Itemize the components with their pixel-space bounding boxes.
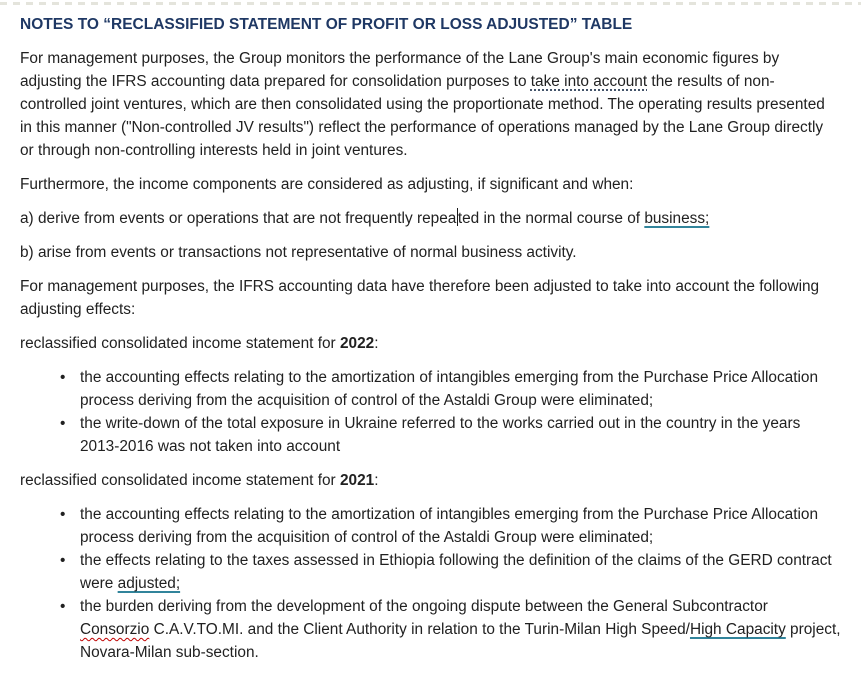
text-run[interactable]: : bbox=[374, 335, 379, 352]
paragraph-furthermore[interactable] bbox=[20, 173, 841, 196]
text-run[interactable]: Furthermore, the income components are considered as adjusting, if significant and when: bbox=[20, 176, 634, 193]
text-run[interactable]: ted in the normal course of bbox=[457, 210, 645, 227]
list-item[interactable] bbox=[20, 412, 841, 458]
underlined-run[interactable]: High Capacity bbox=[689, 621, 786, 638]
year-2021[interactable]: 2021 bbox=[339, 472, 375, 489]
bullet-marker: • bbox=[60, 598, 66, 615]
bullet-marker: • bbox=[60, 552, 66, 569]
bullet-marker: • bbox=[60, 415, 66, 432]
text-run[interactable]: a) derive from events or operations that are not frequently repea bbox=[20, 210, 457, 227]
paragraph-reclassified-2022[interactable] bbox=[20, 332, 841, 355]
underlined-run[interactable]: business; bbox=[644, 210, 710, 227]
paragraph-item-b[interactable] bbox=[20, 241, 841, 264]
misspelled-word-run[interactable]: Consorzio bbox=[80, 621, 150, 638]
proofing-dotted-underline-run[interactable]: take into account bbox=[530, 73, 648, 90]
year-2022[interactable]: 2022 bbox=[339, 335, 375, 352]
text-run[interactable]: the results of non-controlled joint ventures, which are then consolidated using the proportionate method. The operating results presented in this manner ("Non-controlled JV results") reflect the performance of operations managed by the Lane Group directly or through non-controlling interests held in joint ventures. bbox=[20, 73, 825, 159]
paragraph-item-a[interactable] bbox=[20, 207, 841, 230]
bullet-marker: • bbox=[60, 369, 66, 386]
bullet-list-2021[interactable] bbox=[20, 503, 841, 664]
text-run[interactable]: the burden deriving from the development of the ongoing dispute between the General Subcontractor bbox=[80, 598, 768, 615]
text-run[interactable]: the accounting effects relating to the amortization of intangibles emerging from the Purchase Price Allocation process deriving from the acquisition of control of the Astaldi Group were eliminated; bbox=[80, 506, 819, 546]
document-page[interactable] bbox=[0, 5, 861, 664]
paragraph-reclassified-2021[interactable] bbox=[20, 469, 841, 492]
text-run[interactable]: project, Novara-Milan sub-section. bbox=[80, 621, 841, 661]
list-item[interactable] bbox=[20, 549, 841, 595]
paragraph-adjusting-effects[interactable] bbox=[20, 275, 841, 321]
text-run[interactable]: : bbox=[374, 472, 379, 489]
text-run[interactable]: reclassified consolidated income statement for bbox=[20, 472, 340, 489]
text-run[interactable]: C.A.V.TO.MI. and the Client Authority in relation to the Turin-Milan High Speed/ bbox=[149, 621, 690, 638]
text-run[interactable]: For management purposes, the Group monitors the performance of the Lane Group's main economic figures by adjusting the IFRS accounting data prepared for consolidation purposes to bbox=[20, 50, 780, 90]
underlined-run[interactable]: adjusted; bbox=[117, 575, 181, 592]
text-run[interactable]: b) arise from events or transactions not representative of normal business activity. bbox=[20, 244, 577, 261]
text-run[interactable]: reclassified consolidated income statement for bbox=[20, 335, 340, 352]
text-run[interactable]: the accounting effects relating to the amortization of intangibles emerging from the Purchase Price Allocation process deriving from the acquisition of control of the Astaldi Group were eliminated; bbox=[80, 369, 819, 409]
bullet-list-2022[interactable] bbox=[20, 366, 841, 458]
list-item[interactable] bbox=[20, 595, 841, 664]
section-heading[interactable]: NOTES TO “RECLASSIFIED STATEMENT OF PROFIT OR LOSS ADJUSTED” TABLE bbox=[20, 16, 633, 33]
paragraph-management-purposes[interactable] bbox=[20, 47, 841, 162]
list-item[interactable] bbox=[20, 366, 841, 412]
text-run[interactable]: the write-down of the total exposure in Ukraine referred to the works carried out in the country in the years 2013-2016 was not taken into account bbox=[80, 415, 801, 455]
list-item[interactable] bbox=[20, 503, 841, 549]
text-run[interactable]: For management purposes, the IFRS accounting data have therefore been adjusted to take into account the following adjusting effects: bbox=[20, 278, 820, 318]
bullet-marker: • bbox=[60, 506, 66, 523]
text-run[interactable]: the effects relating to the taxes assessed in Ethiopia following the definition of the claims of the GERD contract were bbox=[80, 552, 832, 592]
